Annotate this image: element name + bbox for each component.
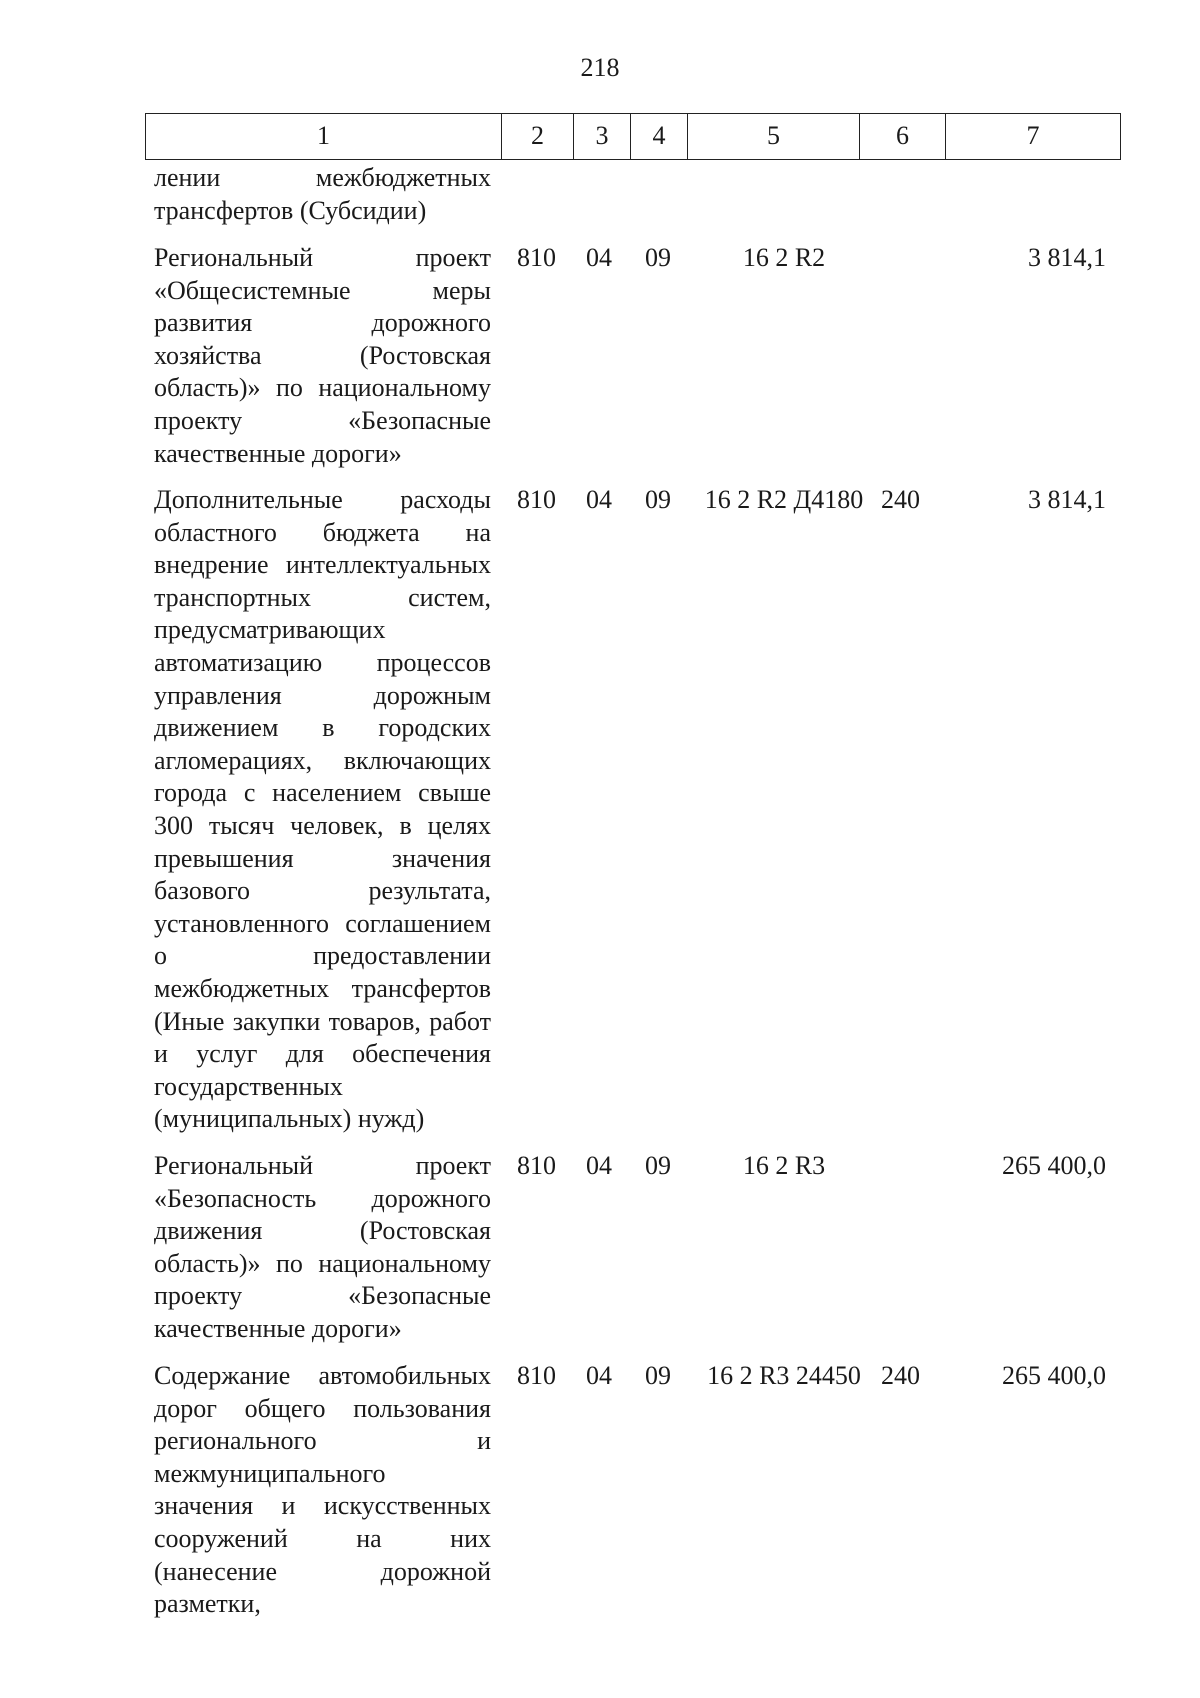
cell-col-7: 265 400,0 [1002, 1151, 1106, 1180]
cell-col-2: 810 [517, 243, 556, 272]
cell-col-5: 16 2 R3 [742, 1151, 826, 1180]
cell-col-7: 3 814,1 [1028, 485, 1106, 514]
cell-col-3: 04 [586, 1361, 612, 1390]
cell-col-3: 04 [586, 485, 612, 514]
cell-col-2: 810 [517, 1361, 556, 1390]
row-description: Региональный проект «Общесистемные меры развития дорожного хозяйства (Ростовская область)» по национальному проекту «Безопасные качественные дороги» [154, 243, 491, 468]
header-col-6: 6 [860, 114, 946, 159]
header-col-5: 5 [688, 114, 860, 159]
cell-col-7: 265 400,0 [1002, 1361, 1106, 1390]
cell-col-2: 810 [517, 485, 556, 514]
cell-col-7: 3 814,1 [1028, 243, 1106, 272]
cell-col-4: 09 [645, 243, 671, 272]
cell-col-2: 810 [517, 1151, 556, 1180]
cell-col-5: 16 2 R2 Д4180 [704, 485, 864, 514]
cell-col-6: 240 [881, 485, 920, 514]
table-header-row [145, 113, 1121, 160]
cell-col-5: 16 2 R3 24450 [707, 1361, 861, 1390]
cell-col-6: 240 [881, 1361, 920, 1390]
header-col-4: 4 [631, 114, 688, 159]
row-description: лении межбюджетных трансфертов (Субсидии) [154, 163, 491, 225]
header-col-1: 1 [146, 114, 502, 159]
page-number: 218 [580, 53, 620, 82]
cell-col-3: 04 [586, 1151, 612, 1180]
header-col-7: 7 [1026, 121, 1040, 150]
cell-col-5: 16 2 R2 [742, 243, 826, 272]
row-description: Содержание автомобильных дорог общего пользования регионального и межмуниципального значения и искусственных сооружений на них (нанесение дорожной разметки, [154, 1361, 491, 1619]
row-description: Дополнительные расходы областного бюджета на внедрение интеллектуальных транспортных систем, предусматривающих автоматизацию процессов управления дорожным движением в городских агломерациях, включающих города с населением свыше 300 тысяч человек, в целях превышения значения базового результата, установленного соглашением о предоставлении межбюджетных трансфертов (Иные закупки товаров, работ и услуг для обеспечения государственных (муниципальных) нужд) [154, 485, 491, 1134]
row-description: Региональный проект «Безопасность дорожного движения (Ростовская область)» по национальному проекту «Безопасные качественные дороги» [154, 1151, 491, 1343]
header-col-3: 3 [574, 114, 631, 159]
cell-col-4: 09 [645, 1151, 671, 1180]
cell-col-4: 09 [645, 1361, 671, 1390]
cell-col-4: 09 [645, 485, 671, 514]
cell-col-3: 04 [586, 243, 612, 272]
header-col-2: 2 [502, 114, 574, 159]
